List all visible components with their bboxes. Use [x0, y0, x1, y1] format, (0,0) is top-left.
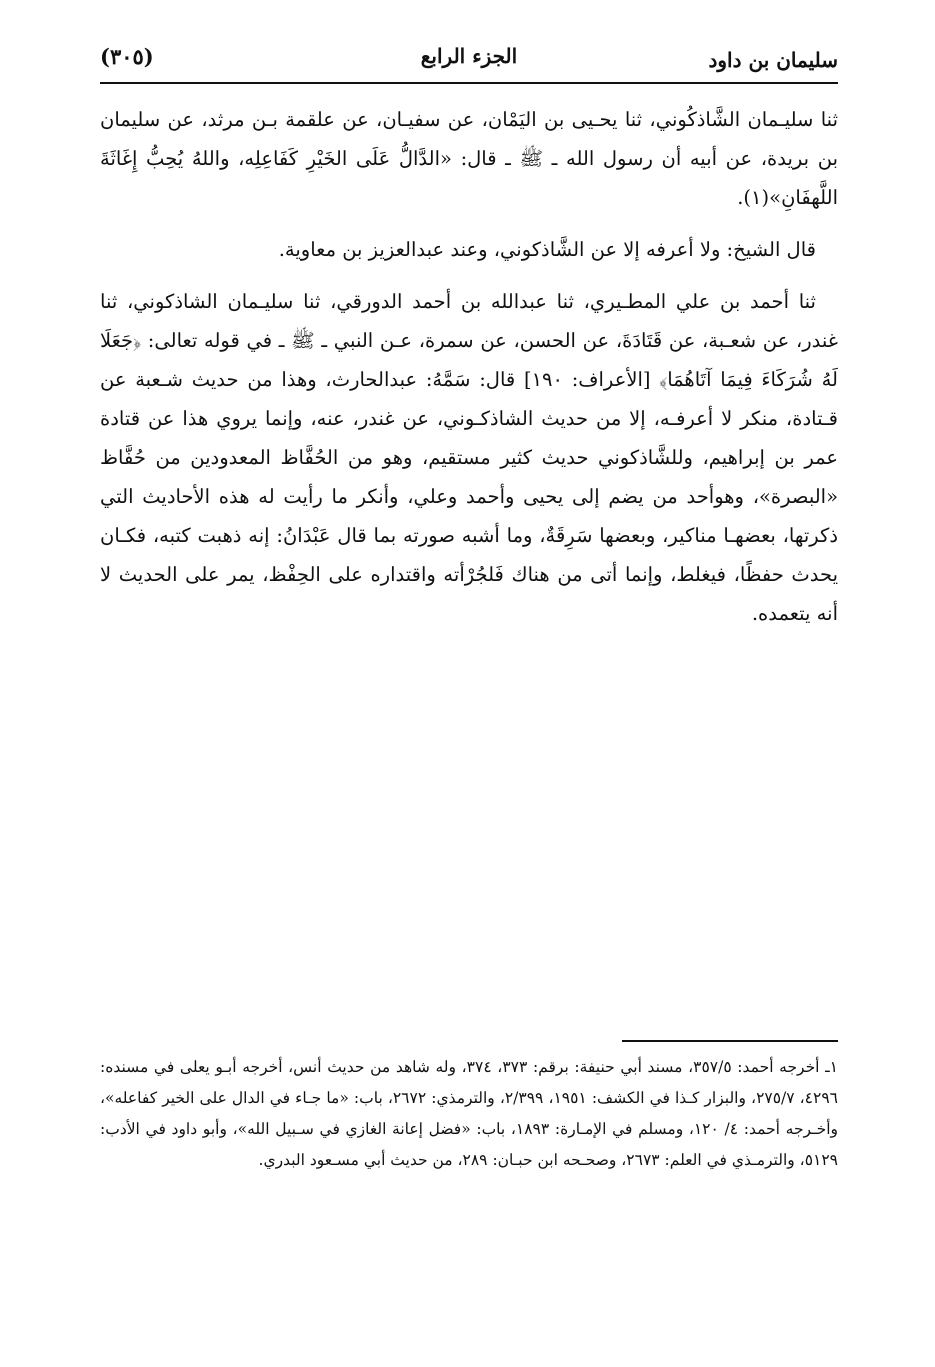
paragraph-hadith-2: ثنا أحمد بن علي المطـيري، ثنا عبدالله بن أحمد الدورقي، ثنا سليـمان الشاذكوني، ثنا غندر، عن شعـبة، عن قَتَادَةَ، عن الحسن، عن سمرة، عـن النبي ـ ﷺ ـ في قوله تعالى: ﴿جَعَلَا لَهُ شُرَكَاءَ فِيمَا آتَاهُمَا﴾ [الأعراف: ١٩٠] قال: سَمَّهُ: عبدالحارث، وهذا من حديث شـعبة عن قـتادة، منكر لا أعرفـه، إلا من حديث الشاذكـوني، عن غندر، عنه، وإنما يروي هذا عن قتادة عمر بن إبراهيم، وللشَّاذكوني حديث كثير مستقيم، وهو من الحُفَّاظ المعدودين من حُفَّاظ «البصرة»، وهوأحد من يضم إلى يحيى وأحمد وعلي، وأنكر ما رأيت له هذه الأحاديث التي ذكرتها، بعضهـا مناكير، وبعضها سَرِقَةٌ، وما أشبه صورته بما قال عَبْدَانُ: إنه ذهبت كتبه، فكـان يحدث حفظًا، فيغلط، وإنما أتى من هناك فَلجُرْأته واقتداره على الحِفْظ، يمر على الحديث لا أنه يتعمده. [100, 290, 839, 625]
page-number: (٣٠٥) [100, 44, 154, 69]
page-header [100, 38, 838, 82]
paragraph-hadith-1: ثنا سليـمان الشَّاذكُوني، ثنا يحـيى بن اليَمْان، عن سفيـان، عن علقمة بـن مرثد، عن سليمان بن بريدة، عن أبيه أن رسول الله ـ ﷺ ـ قال: «الدَّالُّ عَلَى الخَيْرِ كَفَاعِلِه، واللهُ يُحِبُّ إِغَاثَةَ اللَّهفَانِ»(١). [100, 108, 838, 209]
footnote-divider [622, 1040, 838, 1042]
header-divider [100, 82, 838, 84]
running-head-author: سليمان بن داود [708, 48, 838, 72]
paragraph-sheikh-comment: قال الشيخ: ولا أعرفه إلا عن الشَّاذكوني، وعند عبدالعزيز بن معاوية. [278, 238, 816, 261]
main-text [100, 100, 838, 646]
running-head-volume: الجزء الرابع [420, 44, 518, 68]
footnote-1: ١ـ أخرجه أحمد: ٣٥٧/٥، مسند أبي حنيفة: برقم: ٣٧٣، ٣٧٤، وله شاهد من حديث أنس، أخرجه أبـو يعلى في مسنده: ٤٢٩٦، ٢٧٥/٧، والبزار كـذا في الكشف: ١٩٥١، ٢/٣٩٩، والترمذي: ٢٦٧٢، باب: «ما جـاء في الدال على الخير كفاعله»، وأخـرجه أحمد: ٤/ ١٢٠، ومسلم في الإمـارة: ١٨٩٣، باب: «فضل إعانة الغازي في سـبيل الله»، وأبو داود في الأدب: ٥١٢٩، والترمـذي في العلم: ٢٦٧٣، وصحـحه ابن حبـان: ٢٨٩، من حديث أبي مسـعود البدري. [100, 1058, 838, 1169]
footnote [100, 1052, 838, 1176]
